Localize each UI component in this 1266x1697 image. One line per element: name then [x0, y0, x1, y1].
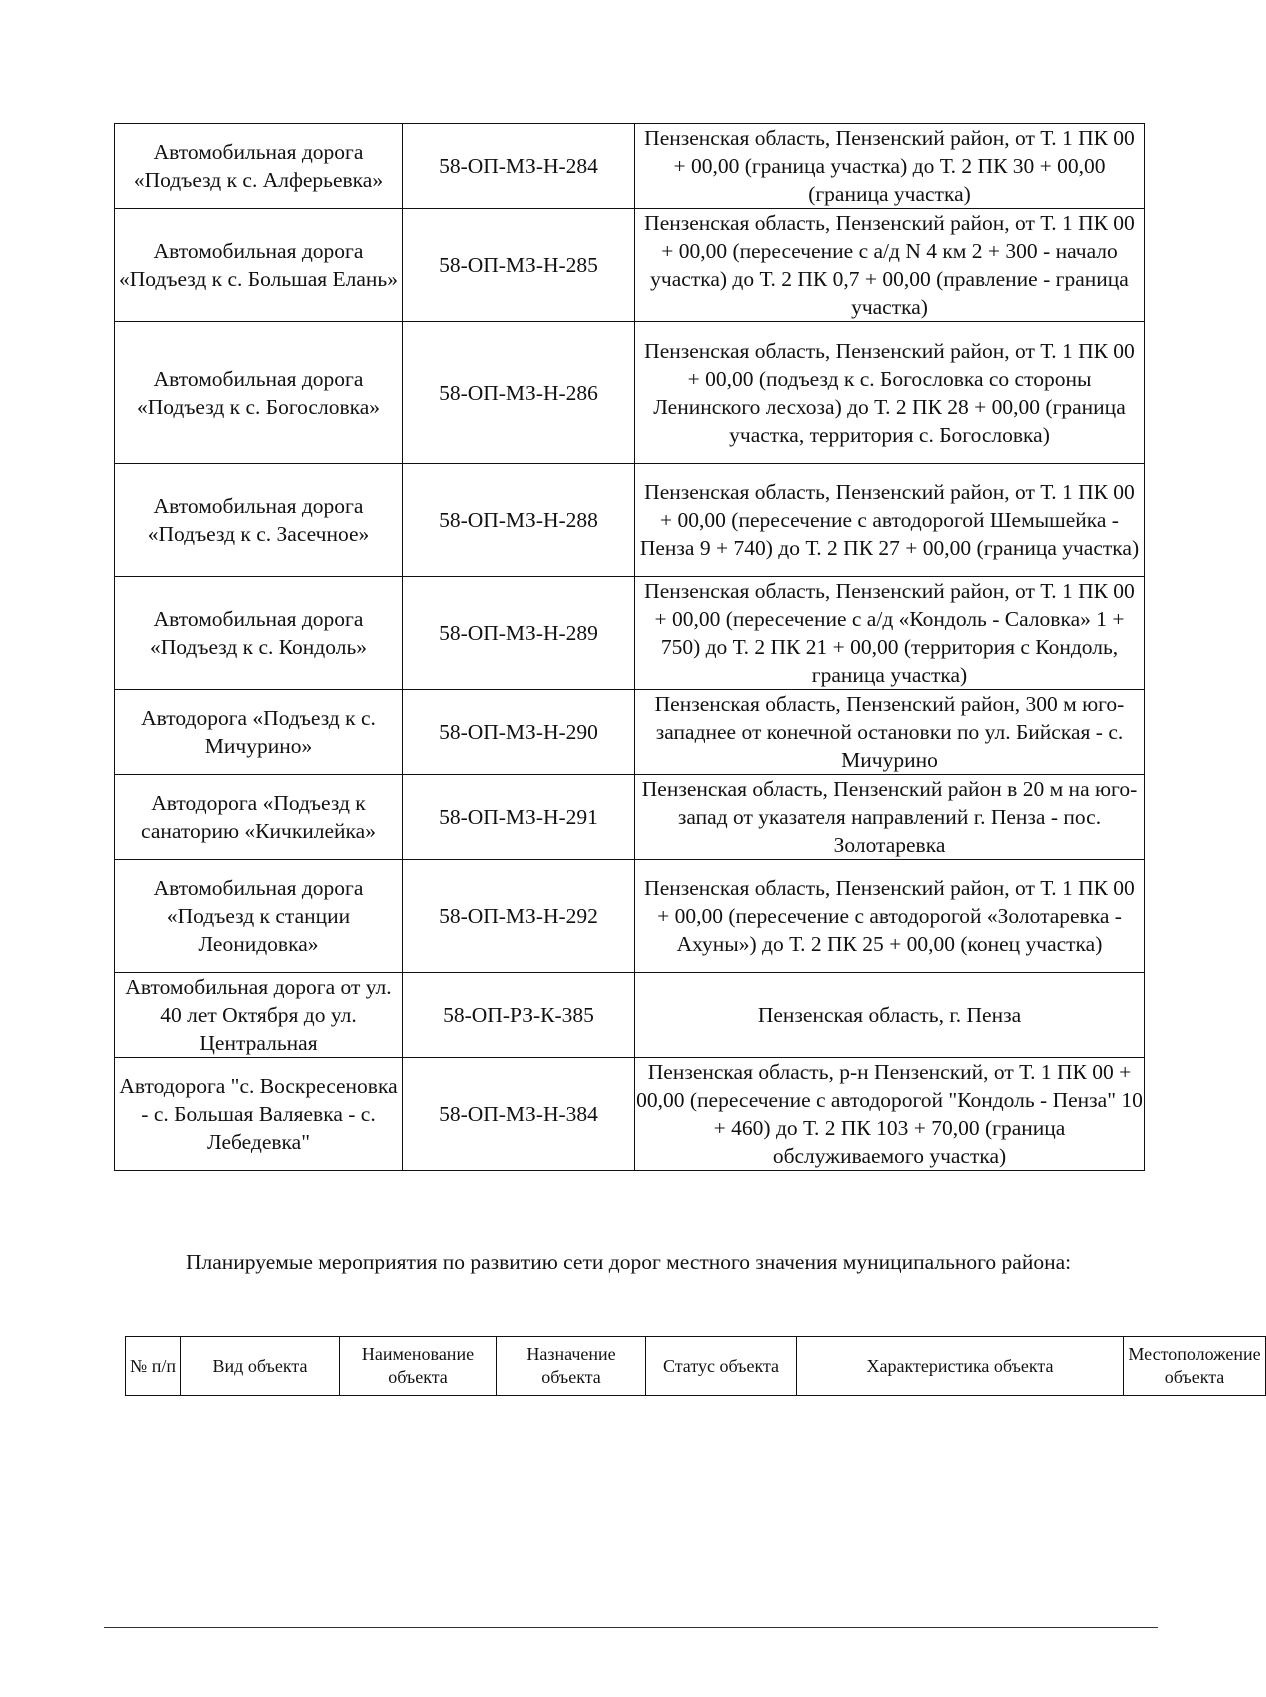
road-name-cell: Автомобильная дорога «Подъезд к с. Богословка»: [115, 322, 403, 464]
footer-rule: [104, 1627, 1158, 1628]
road-code-cell: 58-ОП-МЗ-Н-286: [403, 322, 635, 464]
table-row: [115, 860, 1145, 973]
road-code-cell: 58-ОП-МЗ-Н-285: [403, 209, 635, 322]
road-location-cell: Пензенская область, г. Пенза: [635, 973, 1145, 1058]
table-row: [115, 1058, 1145, 1171]
road-code-cell: 58-ОП-МЗ-Н-288: [403, 464, 635, 577]
road-location-cell: Пензенская область, Пензенский район в 20 м на юго-запад от указателя направлений г. Пенза - пос. Золотаревка: [635, 775, 1145, 860]
table-row: [115, 690, 1145, 775]
planned-measures-table: [125, 1336, 1266, 1396]
road-name-cell: Автомобильная дорога от ул. 40 лет Октября до ул. Центральная: [115, 973, 403, 1058]
road-code-cell: 58-ОП-РЗ-К-385: [403, 973, 635, 1058]
table-header-row: [126, 1337, 1266, 1396]
header-cell-object-type: Вид объекта: [181, 1337, 340, 1396]
road-code-cell: 58-ОП-МЗ-Н-290: [403, 690, 635, 775]
road-name-cell: Автомобильная дорога «Подъезд к с. Кондоль»: [115, 577, 403, 690]
header-cell-object-location: Местоположение объекта: [1124, 1337, 1266, 1396]
road-code-cell: 58-ОП-МЗ-Н-284: [403, 124, 635, 209]
road-name-cell: Автомобильная дорога «Подъезд к с. Большая Елань»: [115, 209, 403, 322]
road-code-cell: 58-ОП-МЗ-Н-289: [403, 577, 635, 690]
road-location-cell: Пензенская область, Пензенский район, от Т. 1 ПК 00 + 00,00 (граница участка) до Т. 2 ПК 30 + 00,00 (граница участка): [635, 124, 1145, 209]
header-cell-object-status: Статус объекта: [646, 1337, 797, 1396]
road-location-cell: Пензенская область, Пензенский район, от Т. 1 ПК 00 + 00,00 (подъезд к с. Богословка со стороны Ленинского лесхоза) до Т. 2 ПК 28 + 00,00 (граница участка, территория с. Богословка): [635, 322, 1145, 464]
road-code-cell: 58-ОП-МЗ-Н-384: [403, 1058, 635, 1171]
table-row: [115, 124, 1145, 209]
road-name-cell: Автомобильная дорога «Подъезд к с. Алферьевка»: [115, 124, 403, 209]
header-cell-object-purpose: Назначение объекта: [497, 1337, 646, 1396]
table-row: [115, 209, 1145, 322]
road-name-cell: Автодорога "с. Воскресеновка - с. Большая Валяевка - с. Лебедевка": [115, 1058, 403, 1171]
header-cell-object-name: Наименование объекта: [340, 1337, 497, 1396]
road-location-cell: Пензенская область, Пензенский район, 300 м юго-западнее от конечной остановки по ул. Бийская - с. Мичурино: [635, 690, 1145, 775]
road-location-cell: Пензенская область, Пензенский район, от Т. 1 ПК 00 + 00,00 (пересечение с а/д N 4 км 2 + 300 - начало участка) до Т. 2 ПК 0,7 + 00,00 (правление - граница участка): [635, 209, 1145, 322]
roads-table: [114, 123, 1145, 1171]
road-name-cell: Автомобильная дорога «Подъезд к с. Засечное»: [115, 464, 403, 577]
road-location-cell: Пензенская область, Пензенский район, от Т. 1 ПК 00 + 00,00 (пересечение с автодорогой «Золотаревка - Ахуны») до Т. 2 ПК 25 + 00,00 (конец участка): [635, 860, 1145, 973]
road-code-cell: 58-ОП-МЗ-Н-292: [403, 860, 635, 973]
road-name-cell: Автодорога «Подъезд к с. Мичурино»: [115, 690, 403, 775]
table-row: [115, 577, 1145, 690]
header-cell-number: № п/п: [126, 1337, 181, 1396]
table-row: [115, 322, 1145, 464]
road-code-cell: 58-ОП-МЗ-Н-291: [403, 775, 635, 860]
road-name-cell: Автомобильная дорога «Подъезд к станции Леонидовка»: [115, 860, 403, 973]
road-location-cell: Пензенская область, Пензенский район, от Т. 1 ПК 00 + 00,00 (пересечение с а/д «Кондоль - Саловка» 1 + 750) до Т. 2 ПК 21 + 00,00 (территория с Кондоль, граница участка): [635, 577, 1145, 690]
road-name-cell: Автодорога «Подъезд к санаторию «Кичкилейка»: [115, 775, 403, 860]
table-row: [115, 464, 1145, 577]
road-location-cell: Пензенская область, Пензенский район, от Т. 1 ПК 00 + 00,00 (пересечение с автодорогой Шемышейка - Пенза 9 + 740) до Т. 2 ПК 27 + 00,00 (граница участка): [635, 464, 1145, 577]
table-row: [115, 775, 1145, 860]
header-cell-object-characteristics: Характеристика объекта: [797, 1337, 1124, 1396]
table-row: [115, 973, 1145, 1058]
road-location-cell: Пензенская область, р-н Пензенский, от Т. 1 ПК 00 + 00,00 (пересечение с автодорогой "Кондоль - Пенза" 10 + 460) до Т. 2 ПК 103 + 70,00 (граница обслуживаемого участка): [635, 1058, 1145, 1171]
planned-measures-paragraph: Планируемые мероприятия по развитию сети дорог местного значения муниципального района:: [186, 1250, 1072, 1274]
